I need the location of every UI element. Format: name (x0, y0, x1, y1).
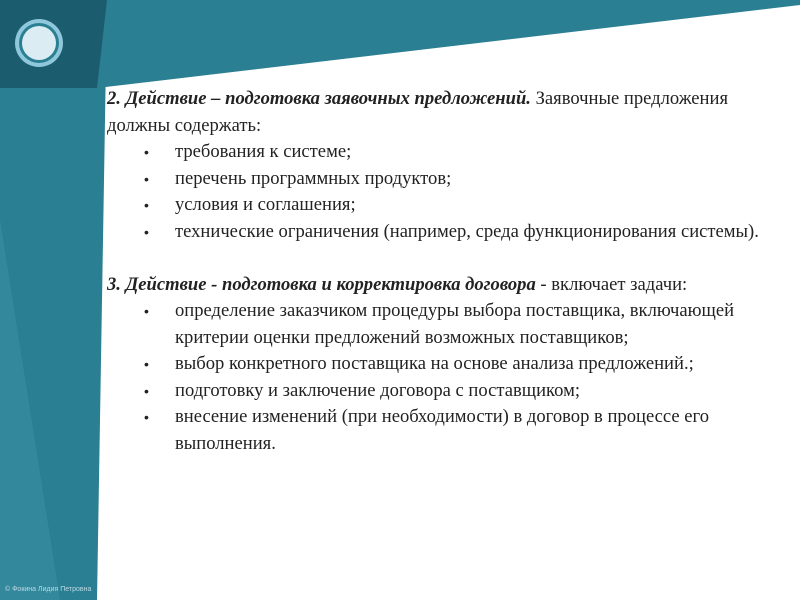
section-2-intro (107, 86, 787, 139)
circle-logo-icon (14, 18, 64, 68)
section-2-list (107, 139, 787, 245)
section-spacer (107, 245, 787, 272)
copyright-footer: © Фокина Лидия Петровна (5, 586, 92, 593)
list-item: • требования к системе; (107, 139, 787, 166)
slide-body (107, 86, 787, 457)
section-2-text: Заявочные предложения должны содержать: (107, 88, 729, 136)
section-3-list (107, 298, 787, 457)
section-3-heading: 3. Действие - подготовка и корректировка договора (107, 273, 536, 295)
list-item: • внесение изменений (при необходимости) в договор в процессе его выполнения. (107, 404, 787, 457)
list-item: • перечень программных продуктов; (107, 166, 787, 193)
list-item: • подготовку и заключение договора с поставщиком; (107, 378, 787, 405)
section-2-heading: 2. Действие – подготовка заявочных предложений. (107, 88, 531, 109)
top-teal-band (97, 0, 800, 88)
section-3-text: - включает задачи: (535, 273, 688, 295)
list-item: • определение заказчиком процедуры выбора поставщика, включающей критерии оценки предложений возможных поставщиков; (107, 298, 787, 351)
list-item: • технические ограничения (например, среда функционирования системы). (107, 219, 787, 246)
list-item: • условия и соглашения; (107, 192, 787, 219)
section-3-intro (107, 272, 787, 299)
list-item: • выбор конкретного поставщика на основе анализа предложений.; (107, 351, 787, 378)
